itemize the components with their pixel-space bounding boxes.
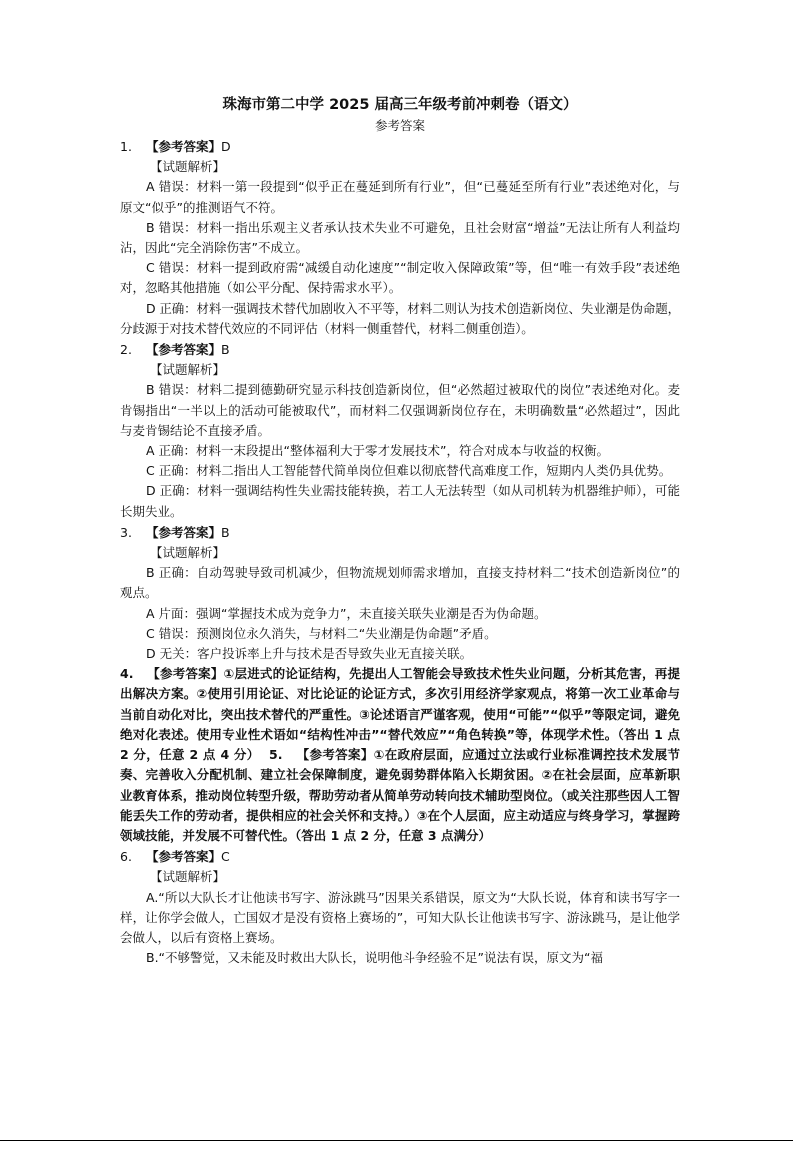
answer-label: 【参考答案】 xyxy=(296,747,374,763)
answer-label: 【参考答案】 xyxy=(146,139,222,154)
analysis-item: D 正确：材料一强调技术替代加剧收入不平等，材料二则认为技术创造新岗位、失业潮是伪命题，分歧源于对技术替代效应的不同评估（材料一侧重替代，材料二侧重创造）。 xyxy=(120,300,680,336)
answer-document xyxy=(120,92,680,968)
question-4-5-answer xyxy=(120,664,680,846)
analysis-item: B 错误：材料一指出乐观主义者承认技术失业不可避免，且社会财富“增益”无法让所有人利益均沾，因此“完全消除伤害”不成立。 xyxy=(120,219,680,256)
analysis-label: 【试题解析】 xyxy=(150,159,226,175)
analysis-label: 【试题解析】 xyxy=(150,545,226,561)
question-number: 2. xyxy=(120,342,132,358)
analysis-item: A.“所以大队长才让他读书写字、游泳跳马”因果关系错误，原文为“大队长说，体育和读书写字一样，让你学会做人，亡国奴才是没有资格上赛场的”，可知大队长让他读书写字、游泳跳马，是让他学会做人，以后有资格上赛场。 xyxy=(120,889,680,945)
analysis-item: C 错误：材料一提到政府需“减缓自动化速度”“制定收入保障政策”等，但“唯一有效手段”表述绝对，忽略其他措施（如公平分配、保持需求水平）。 xyxy=(120,260,680,296)
answer-value: B xyxy=(221,342,230,358)
analysis-item: A 正确：材料一末段提出“整体福利大于零才发展技术”，符合对成本与收益的权衡。 xyxy=(146,443,609,459)
question-number: 6. xyxy=(120,849,132,865)
question-6-header xyxy=(120,847,680,867)
analysis-label: 【试题解析】 xyxy=(150,362,226,378)
document-subtitle: 参考答案 xyxy=(374,118,425,133)
question-3 xyxy=(120,523,680,664)
page-bottom-divider xyxy=(0,1140,793,1141)
document-title: 珠海市第二中学 2025 届高三年级考前冲刺卷（语文） xyxy=(222,97,578,113)
question-number: 5. xyxy=(269,747,283,763)
answer-value: C xyxy=(221,849,230,865)
answer-label: 【参考答案】 xyxy=(146,524,222,540)
analysis-item: D 正确：材料一强调结构性失业需技能转换，若工人无法转型（如从司机转为机器维护师），可能长期失业。 xyxy=(120,483,680,519)
answer-value: D xyxy=(221,139,231,154)
analysis-item: A 片面：强调“掌握技术成为竞争力”，未直接关联失业潮是否为伪命题。 xyxy=(146,605,547,621)
question-3-header xyxy=(120,523,680,543)
question-number: 4. xyxy=(120,666,134,682)
question-2 xyxy=(120,340,680,522)
analysis-item: B 正确：自动驾驶导致司机减少，但物流规划师需求增加，直接支持材料二“技术创造新岗位”的观点。 xyxy=(120,565,680,601)
answer-label: 【参考答案】 xyxy=(147,666,224,682)
analysis-item: B 错误：材料二提到德勤研究显示科技创造新岗位，但“必然超过被取代的岗位”表述绝对化。麦肯锡指出“一半以上的活动可能被取代”，而材料二仅强调新岗位存在，未明确数量“必然超过”，因此与麦肯锡结论不直接矛盾。 xyxy=(120,382,680,438)
question-1-header xyxy=(120,137,680,157)
question-1 xyxy=(120,137,680,339)
question-number: 3. xyxy=(120,524,132,540)
analysis-item: A 错误：材料一第一段提到“似乎正在蔓延到所有行业”，但“已蔓延至所有行业”表述绝对化，与原文“似乎”的推测语气不符。 xyxy=(120,179,680,215)
analysis-item: C 错误：预测岗位永久消失，与材料二“失业潮是伪命题”矛盾。 xyxy=(146,625,497,641)
question-4-5 xyxy=(120,664,680,846)
analysis-item: C 正确：材料二指出人工智能替代简单岗位但难以彻底替代高难度工作，短期内人类仍具优势。 xyxy=(146,463,672,479)
analysis-item: B.“不够警觉，又未能及时救出大队长，说明他斗争经验不足”说法有误，原文为“福 xyxy=(146,950,603,966)
answer-value: B xyxy=(221,524,230,540)
analysis-label: 【试题解析】 xyxy=(150,869,226,885)
question-4-answer-text: ①层进式的论证结构，先提出人工智能会导致技术性失业问题，分析其危害，再提出解决方案。②使用引用论证、对比论证的论证方式，多次引用经济学家观点，将第一次工业革命与当前自动化对比，突出技术替代的严重性。③论述语言严谨客观，使用“可能”“似乎”等限定词，避免绝对化表述。使用专业性术语如“结构性冲击”“替代效应”“角色转换”等，体现学术性。（答出 1 点 2 分，任意 2 点 4 分） xyxy=(120,666,680,763)
question-number: 1. xyxy=(120,139,132,154)
question-2-header xyxy=(120,340,680,360)
question-6 xyxy=(120,847,680,968)
answer-label: 【参考答案】 xyxy=(146,342,222,358)
question-5-answer-text: ①在政府层面，应通过立法或行业标准调控技术发展节奏、完善收入分配机制、建立社会保障制度，避免弱势群体陷入长期贫困。②在社会层面，应革新职业教育体系，推动岗位转型升级，帮助劳动者从简单劳动转向技术辅助型岗位。（或关注那些因人工智能丢失工作的劳动者，提供相应的社会关怀和支持。）③在个人层面，应主动适应与终身学习，掌握跨领域技能，并发展不可替代性。（答出 1 点 2 分，任意 3 点满分） xyxy=(120,747,680,843)
answer-label: 【参考答案】 xyxy=(146,849,222,865)
analysis-item: D 无关：客户投诉率上升与技术是否导致失业无直接关联。 xyxy=(146,646,473,662)
